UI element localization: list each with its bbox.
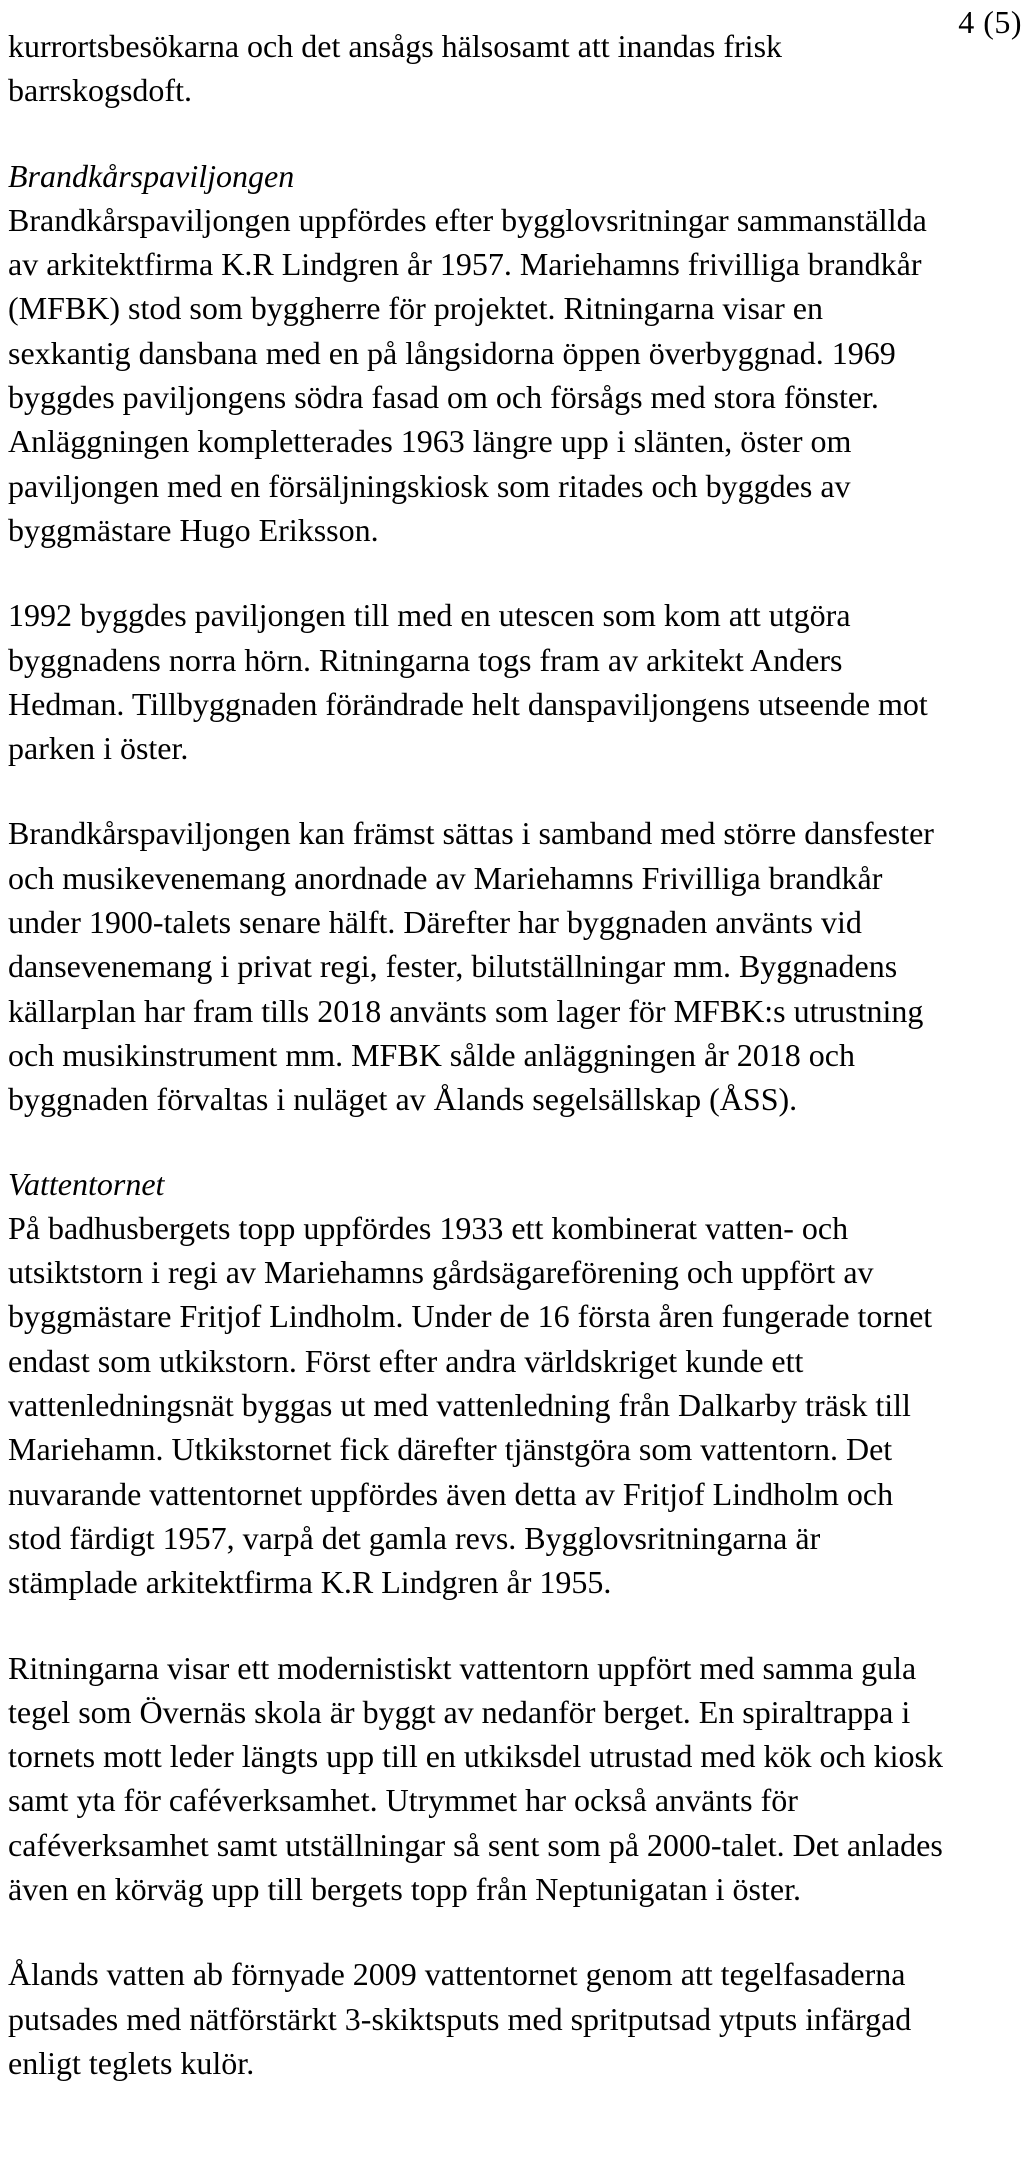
text-line: byggdes paviljongens södra fasad om och försågs med stora fönster. (8, 379, 879, 416)
text-line: Ålands vatten ab förnyade 2009 vattentornet genom att tegelfasaderna (8, 1956, 906, 1993)
section-heading-brandkar (8, 154, 1008, 198)
text-line: barrskogsdoft. (8, 72, 192, 109)
text-line: endast som utkikstorn. Först efter andra världskriget kunde ett (8, 1342, 804, 1379)
heading-text: Brandkårspaviljongen (8, 157, 295, 194)
text-line: stod färdigt 1957, varpå det gamla revs. Bygglovsritningarna är (8, 1519, 821, 1556)
text-line: På badhusbergets topp uppfördes 1933 ett kombinerat vatten- och (8, 1209, 849, 1246)
text-line: tegel som Övernäs skola är byggt av nedanför berget. En spiraltrappa i (8, 1693, 911, 1730)
text-line: Ritningarna visar ett modernistiskt vattentorn uppfört med samma gula (8, 1649, 917, 1686)
text-line: byggnaden förvaltas i nuläget av Ålands segelsällskap (ÅSS). (8, 1081, 798, 1118)
text-line: putsades med nätförstärkt 3-skiktsputs med spritputsad ytputs infärgad (8, 2000, 912, 2037)
document-body (8, 24, 1008, 2085)
text-line: källarplan har fram tills 2018 använts som lager för MFBK:s utrustning (8, 992, 924, 1029)
brandkar-paragraph-2 (8, 593, 1008, 770)
intro-paragraph (8, 24, 1008, 113)
text-line: och musikinstrument mm. MFBK sålde anläggningen år 2018 och (8, 1036, 855, 1073)
text-line: parken i öster. (8, 730, 189, 767)
brandkar-paragraph-3 (8, 811, 1008, 1121)
page-number: 4 (5) (958, 4, 1022, 40)
text-line: samt yta för caféverksamhet. Utrymmet har också använts för (8, 1782, 798, 1819)
text-line: under 1900-talets senare hälft. Därefter har byggnaden använts vid (8, 904, 862, 941)
spacer (8, 770, 1008, 811)
text-line: paviljongen med en försäljningskiosk som ritades och byggdes av (8, 467, 851, 504)
text-line: sexkantig dansbana med en på långsidorna öppen överbyggnad. 1969 (8, 334, 896, 371)
text-line: kurrortsbesökarna och det ansågs hälsosamt att inandas frisk (8, 28, 783, 64)
text-line: byggmästare Fritjof Lindholm. Under de 16 första åren fungerade tornet (8, 1298, 933, 1335)
section-heading-vattentornet (8, 1162, 1008, 1206)
text-line: byggmästare Hugo Eriksson. (8, 511, 379, 548)
brandkar-paragraph-1 (8, 198, 1008, 552)
spacer (8, 113, 1008, 154)
text-line: 1992 byggdes paviljongen till med en utescen som kom att utgöra (8, 597, 851, 634)
text-line: byggnadens norra hörn. Ritningarna togs fram av arkitekt Anders (8, 641, 843, 678)
text-line: Hedman. Tillbyggnaden förändrade helt danspaviljongens utseende mot (8, 685, 928, 722)
text-line: Brandkårspaviljongen uppfördes efter bygglovsritningar sammanställda (8, 201, 927, 238)
text-line: nuvarande vattentornet uppfördes även detta av Fritjof Lindholm och (8, 1475, 894, 1512)
text-line: utsiktstorn i regi av Mariehamns gårdsägareförening och uppfört av (8, 1254, 874, 1291)
spacer (8, 1605, 1008, 1646)
text-line: även en körväg upp till bergets topp från Neptunigatan i öster. (8, 1870, 801, 1907)
spacer (8, 552, 1008, 593)
text-line: Brandkårspaviljongen kan främst sättas i samband med större dansfester (8, 815, 934, 852)
spacer (8, 1911, 1008, 1952)
text-line: dansevenemang i privat regi, fester, bilutställningar mm. Byggnadens (8, 948, 898, 985)
text-line: tornets mott leder längts upp till en utkiksdel utrustad med kök och kiosk (8, 1738, 943, 1775)
vattentornet-paragraph-3 (8, 1952, 1008, 2085)
text-line: stämplade arkitektfirma K.R Lindgren år 1955. (8, 1564, 612, 1601)
text-line: enligt teglets kulör. (8, 2044, 255, 2081)
text-line: Mariehamn. Utkikstornet fick därefter tjänstgöra som vattentorn. Det (8, 1431, 893, 1468)
text-line: av arkitektfirma K.R Lindgren år 1957. Mariehamns frivilliga brandkår (8, 246, 922, 283)
text-line: och musikevenemang anordnade av Mariehamns Frivilliga brandkår (8, 859, 883, 896)
vattentornet-paragraph-2 (8, 1646, 1008, 1912)
text-line: vattenledningsnät byggas ut med vattenledning från Dalkarby träsk till (8, 1387, 911, 1424)
spacer (8, 1122, 1008, 1162)
vattentornet-paragraph-1 (8, 1206, 1008, 1605)
text-line: Anläggningen kompletterades 1963 längre upp i slänten, öster om (8, 423, 852, 460)
text-line: caféverksamhet samt utställningar så sent som på 2000-talet. Det anlades (8, 1826, 943, 1863)
text-line: (MFBK) stod som byggherre för projektet. Ritningarna visar en (8, 290, 823, 327)
heading-text: Vattentornet (8, 1165, 165, 1202)
